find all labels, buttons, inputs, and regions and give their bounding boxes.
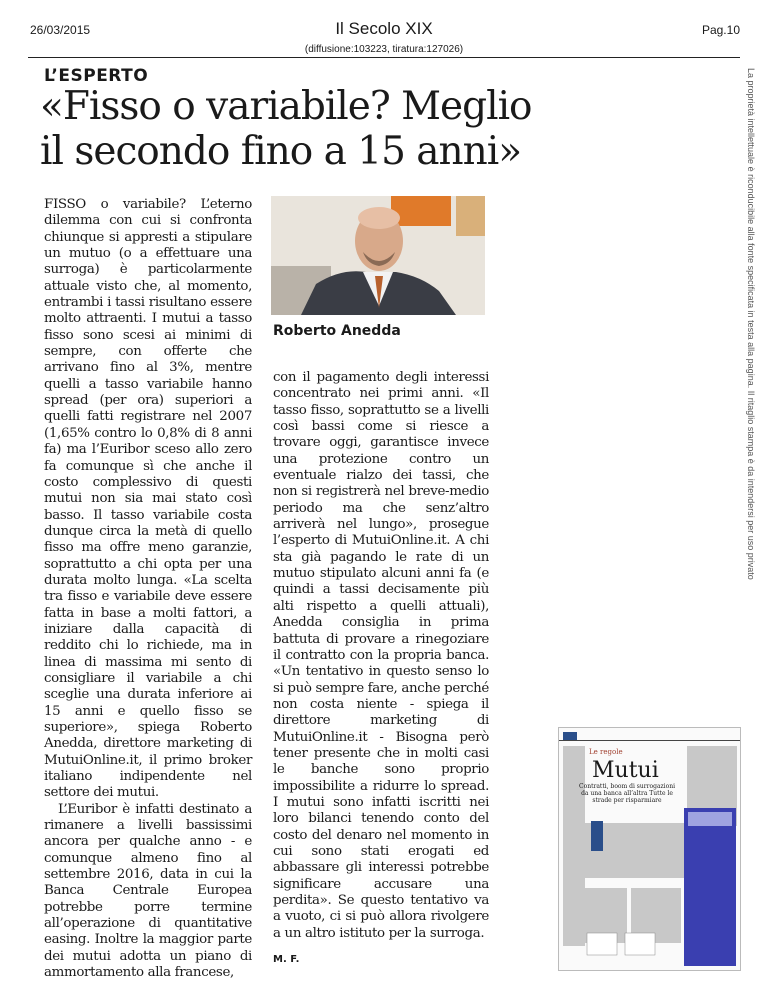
publication-name: Il Secolo XIX [335, 19, 433, 38]
header-rule [28, 57, 740, 58]
article-byline: M. F. [273, 954, 300, 965]
article-headline [40, 84, 740, 174]
copyright-side-note: La proprietà intellettuale è riconducibile alla fonte specificata in testa alla pagina. Il ritaglio stampa è da intendersi per uso privato [746, 68, 756, 580]
page-thumbnail [558, 727, 741, 971]
article-column-2 [273, 370, 489, 942]
distribution-info: (diffusione:103223, tiratura:127026) [304, 44, 464, 55]
paragraph-3: con il pagamento degli interessi concentrato nei primi anni. «Il tasso fisso, soprattutto se a livelli così bassi come si riesce a trovare oggi, garantisce invece una protezione contro un eventuale rialzo dei tassi, che non si registrerà nel breve-medio periodo ma che senz’altro arriverà nel lungo», prosegue l’esperto di MutuiOnline.it. A chi sta già pagando le rate di un mutuo stipulato alcuni anni fa (e quindi a tassi decisamente più alti rispetto a quelli attuali), Anedda consiglia in prima battuta di provare a rinegoziare il contratto con la propria banca. «Un tentativo in questo senso lo si può sempre fare, anche perché non costa niente - spiega il direttore marketing di MutuiOnline.it - Bisogna però tener presente che in molti casi le banche sono proprio impossibilite a ridurre lo spread. I mutui sono infatti iscritti nei loro bilanci tenendo conto del costo del denaro nel momento in cui sono stati erogati ed abbassare gli interessi potrebbe significare accusare una perdita». Se questo tentativo va a vuoto, ci si può allora rivolgere a un altro istituto per la surroga. [273, 370, 490, 941]
thumbnail-subtitle: Contratti, boom di surrogazioni da una banca all’altra Tutte le strade per risparmiare [579, 783, 675, 804]
article-column-1 [44, 197, 252, 982]
header-date: 26/03/2015 [30, 23, 91, 37]
headline-line-2: il secondo fino a 15 anni» [40, 129, 522, 174]
paragraph-2: L’Euribor è infatti destinato a rimanere a livelli bassissimi ancora per qualche anno - e comunque almeno fino al settembre 2016, data in cui la Banca Centrale Europea potrebbe porre termine all’operazione di quantitative easing. Inoltre la maggior parte dei mutui adotta un piano di ammortamento alla francese, [44, 801, 252, 981]
article-kicker: L’ESPERTO [44, 66, 149, 86]
photo-caption: Roberto Anedda [273, 323, 401, 339]
page-number: Pag.10 [701, 23, 740, 37]
paragraph-1: FISSO o variabile? L’eterno dilemma con cui si confronta chiunque si appresti a stipulare un mutuo (o a effettuare una surroga) è particolarmente attuale visto che, al momento, entrambi i tassi risultano essere molto attraenti. I mutui a tasso fisso sono scesi ai minimi di sempre, con offerte che arrivano fino al 3%, mentre quelli a tasso variabile hanno spread (per ora) superiori a quelli fatti registrare nel 2007 (1,65% contro lo 0,8% di 8 anni fa) ma l’Euribor sceso allo zero fa comunque sì che anche il costo complessivo di questi mutui non sia mai stato così basso. Il tasso variabile costa dunque circa la metà di quello fisso ma offre meno garanzie, soprattutto a chi opta per una durata molto lunga. «La scelta tra fisso e variabile deve essere fatta in base a molti fattori, a iniziare dalla capacità di reddito chi lo richiede, ma in linea di massima mi sento di consigliare il variabile a chi sceglie una durata inferiore ai 15 anni e quello fisso se superiore», spiega Roberto Anedda, direttore marketing di MutuiOnline.it, il primo broker italiano indipendente nel settore dei mutui. [44, 197, 252, 801]
headline-line-1: «Fisso o variabile? Meglio [40, 84, 532, 129]
thumbnail-label: Le regole [589, 748, 623, 756]
portrait-photo [271, 196, 485, 315]
thumbnail-title: Mutui [592, 758, 659, 783]
